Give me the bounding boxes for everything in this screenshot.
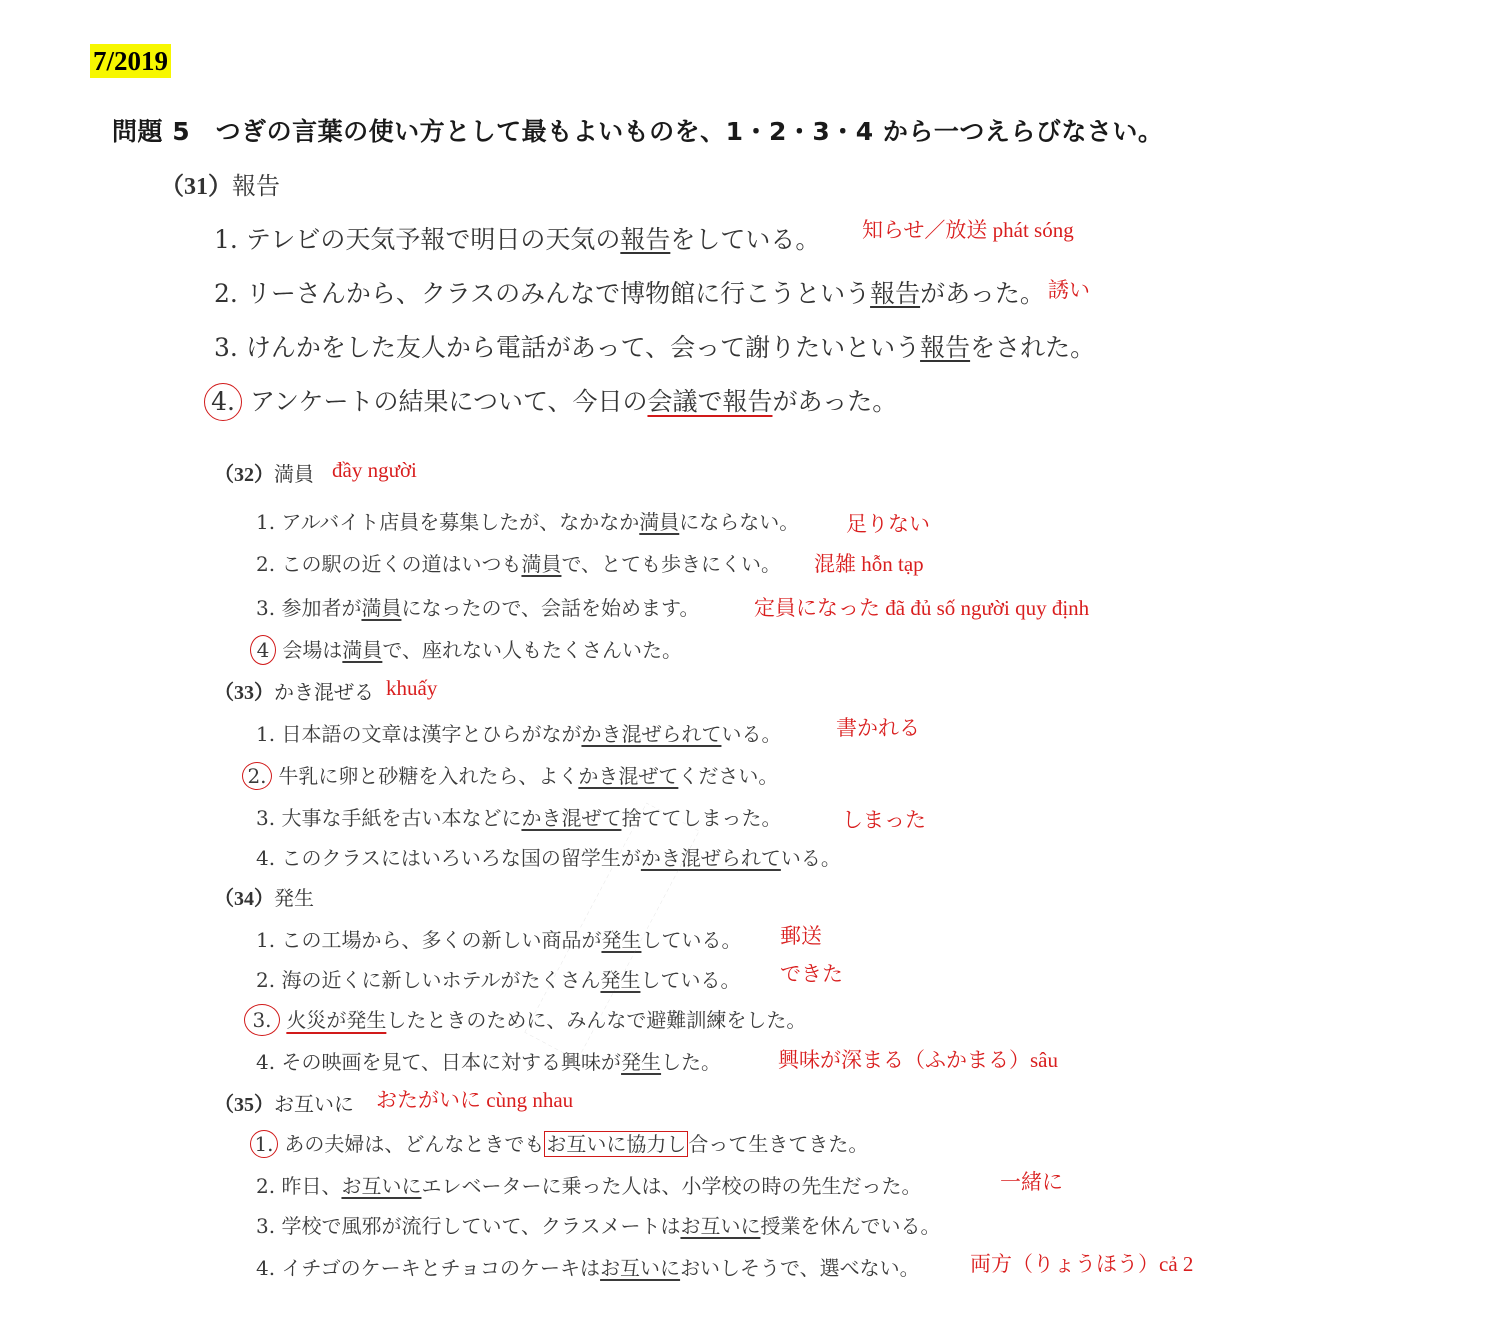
question-33-option-2 — [242, 760, 778, 790]
underlined-word: お互いに — [600, 1256, 681, 1280]
question-31-option-2 — [214, 274, 1045, 310]
option-text: 海の近くに新しいホテルがたくさん — [281, 968, 601, 992]
option-text: 会場は — [282, 638, 343, 662]
question-32-number: （32） — [214, 464, 274, 486]
question-35-word: お互いに — [274, 1092, 354, 1116]
underlined-word: 発生 — [601, 928, 642, 952]
option-number: 1. — [256, 722, 276, 746]
question-35-option-2 — [256, 1170, 921, 1199]
option-number: 4. — [256, 1256, 276, 1280]
option-text: 日本語の文章は漢字とひらがなが — [281, 722, 582, 746]
option-number: 2. — [256, 1174, 276, 1198]
option-text: テレビの天気予報で明日の天気の — [245, 225, 621, 254]
annotation-33-1: 書かれる — [836, 716, 920, 740]
annotation-35-word: おたがいに cùng nhau — [376, 1088, 574, 1112]
option-text: したときのために、みんなで避難訓練をした。 — [386, 1008, 807, 1032]
option-text: いる。 — [780, 846, 841, 870]
annotation-35-2: 一緒に — [1000, 1170, 1063, 1194]
annotation-34-1: 郵送 — [780, 924, 822, 948]
question-34-number: （34） — [214, 888, 274, 910]
underlined-word: 会議で報告 — [647, 387, 773, 416]
option-text: ください。 — [678, 764, 779, 788]
option-text: があった。 — [920, 279, 1045, 308]
underlined-word: 満員 — [521, 552, 562, 576]
answer-circle: 4 — [250, 635, 276, 665]
annotation-31-1: 知らせ／放送 phát sóng — [862, 218, 1074, 242]
question-33-option-1 — [256, 718, 781, 747]
option-text: 合って生きてきた。 — [688, 1132, 869, 1156]
question-31-header — [160, 166, 280, 201]
answer-circle: 4. — [204, 383, 242, 421]
option-number: 3. — [256, 806, 276, 830]
date-label: 7/2019 — [90, 44, 171, 78]
annotation-34-2: できた — [780, 962, 843, 986]
question-31-option-1 — [214, 220, 820, 256]
annotation-32-2: 混雑 hỗn tạp — [814, 552, 924, 576]
question-35-header — [214, 1088, 354, 1117]
annotation-33-3: しまった — [842, 808, 926, 832]
underlined-word: お互いに — [680, 1214, 761, 1238]
option-number: 2. — [256, 552, 276, 576]
annotation-33-word: khuấy — [386, 676, 438, 700]
underlined-word: 発生 — [600, 968, 641, 992]
option-text: いる。 — [721, 722, 782, 746]
underlined-word: 発生 — [621, 1050, 662, 1074]
option-text: になったので、会話を始めます。 — [401, 596, 700, 620]
option-text: リーさんから、クラスのみんなで博物館に行こうという — [245, 279, 871, 308]
question-33-option-4 — [256, 842, 841, 871]
option-text: このクラスにはいろいろな国の留学生が — [281, 846, 641, 870]
option-text: けんかをした友人から電話があって、会って謝りたいという — [245, 333, 921, 362]
option-number: 1. — [214, 225, 238, 254]
option-text: 大事な手紙を古い本などに — [281, 806, 522, 830]
option-text: している。 — [640, 968, 741, 992]
option-text: している。 — [641, 928, 742, 952]
question-33-word: かき混ぜる — [274, 680, 374, 704]
underlined-word: 報告 — [620, 225, 671, 254]
question-35-option-3 — [256, 1210, 940, 1239]
question-32-header — [214, 458, 314, 487]
option-text: 授業を休んでいる。 — [760, 1214, 941, 1238]
option-text: にならない。 — [679, 510, 800, 534]
question-31-option-3 — [214, 328, 1095, 364]
question-35-option-1 — [250, 1128, 868, 1158]
option-text: で、座れない人もたくさんいた。 — [382, 638, 682, 662]
annotation-32-word: đầy người — [332, 458, 417, 482]
option-number: 2. — [256, 968, 276, 992]
question-32-option-2 — [256, 548, 781, 577]
annotation-31-2: 誘い — [1048, 278, 1090, 302]
option-text: あの夫婦は、どんなときでも — [284, 1132, 545, 1156]
question-34-option-1 — [256, 924, 741, 953]
question-32-word: 満員 — [274, 462, 314, 486]
question-33-header — [214, 676, 374, 705]
question-34-option-2 — [256, 964, 740, 993]
option-text: で、とても歩きにくい。 — [561, 552, 782, 576]
option-text: エレベーターに乗った人は、小学校の時の先生だった。 — [421, 1174, 922, 1198]
underlined-word: お互いに — [341, 1174, 422, 1198]
instruction-heading: 問題 5 つぎの言葉の使い方として最もよいものを、1・2・3・4 から一つえらびなさい。 — [112, 117, 1164, 146]
underlined-word: 報告 — [870, 279, 921, 308]
option-text: イチゴのケーキとチョコのケーキは — [281, 1256, 601, 1280]
option-text: があった。 — [772, 387, 898, 416]
option-number: 2. — [214, 279, 238, 308]
annotation-34-4: 興味が深まる（ふかまる）sâu — [778, 1048, 1058, 1072]
question-31-number: （31） — [160, 174, 232, 200]
option-text: をされた。 — [970, 333, 1096, 362]
question-33-option-3 — [256, 802, 781, 831]
option-text: 参加者が — [281, 596, 362, 620]
option-text: をしている。 — [670, 225, 821, 254]
question-32-option-3 — [256, 592, 699, 621]
option-text: 学校で風邪が流行していて、クラスメートは — [281, 1214, 681, 1238]
boxed-word: お互いに協力し — [546, 1132, 687, 1156]
underlined-word: かき混ぜられて — [640, 846, 781, 870]
option-number: 3. — [214, 333, 238, 362]
option-text: アンケートの結果について、今日の — [249, 387, 648, 416]
underlined-word: 満員 — [361, 596, 402, 620]
question-34-word: 発生 — [274, 886, 314, 910]
question-31-option-4 — [204, 382, 897, 421]
underlined-word: 満員 — [639, 510, 680, 534]
option-text: この工場から、多くの新しい商品が — [281, 928, 602, 952]
underlined-word: 火災が発生 — [286, 1008, 387, 1032]
question-35-number: （35） — [214, 1094, 274, 1116]
question-34-option-4 — [256, 1046, 721, 1075]
underlined-word: 満員 — [342, 638, 383, 662]
underlined-word: かき混ぜられて — [581, 722, 722, 746]
question-34-header — [214, 882, 314, 911]
option-text: 昨日、 — [281, 1174, 342, 1198]
option-number: 3. — [256, 596, 276, 620]
option-text: その映画を見て、日本に対する興味が — [281, 1050, 622, 1074]
annotation-35-4: 両方（りょうほう）cả 2 — [970, 1252, 1194, 1276]
option-number: 4. — [256, 1050, 276, 1074]
answer-circle: 2. — [242, 762, 272, 790]
annotation-32-3: 定員になった đã đủ số người quy định — [754, 596, 1090, 620]
question-31-word: 報告 — [232, 172, 280, 200]
option-text: 牛乳に卵と砂糖を入れたら、よく — [278, 764, 579, 788]
underlined-word: かき混ぜて — [521, 806, 622, 830]
question-32-option-1 — [256, 506, 799, 535]
option-number: 3. — [256, 1214, 276, 1238]
underlined-word: かき混ぜて — [578, 764, 679, 788]
option-text: この駅の近くの道はいつも — [281, 552, 522, 576]
option-text: アルバイト店員を募集したが、なかなか — [281, 510, 640, 534]
option-number: 1. — [256, 928, 276, 952]
underlined-word: 報告 — [920, 333, 971, 362]
question-32-option-4 — [250, 634, 682, 665]
option-text: した。 — [661, 1050, 722, 1074]
option-text: 捨ててしまった。 — [621, 806, 782, 830]
option-number: 1. — [256, 510, 276, 534]
answer-circle: 1. — [250, 1130, 278, 1158]
option-number: 4. — [256, 846, 276, 870]
annotation-32-1: 足りない — [846, 512, 930, 536]
question-33-number: （33） — [214, 682, 274, 704]
question-35-option-4 — [256, 1252, 920, 1281]
answer-circle: 3. — [244, 1004, 280, 1036]
option-text: おいしそうで、選べない。 — [680, 1256, 920, 1280]
